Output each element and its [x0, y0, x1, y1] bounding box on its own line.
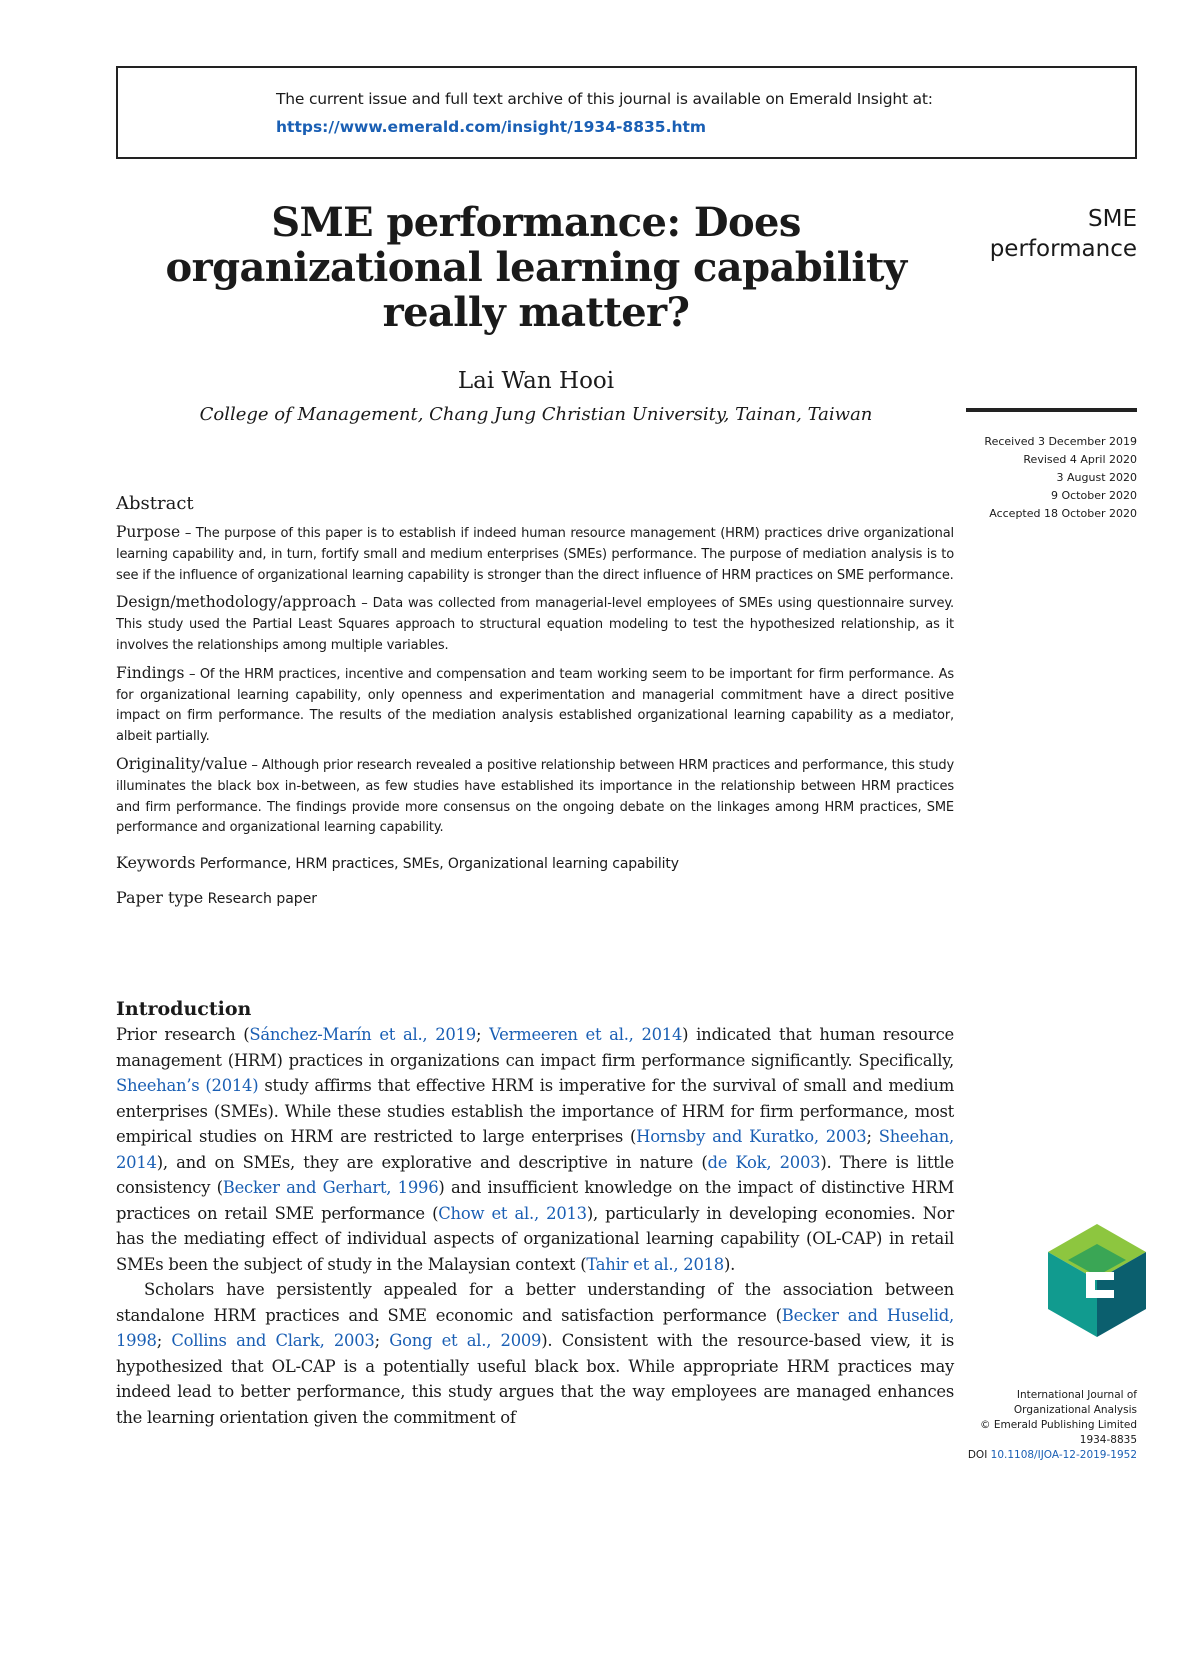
- intro-p2-text: ;: [156, 1331, 172, 1350]
- intro-p1-text: ).: [724, 1254, 736, 1274]
- citation-link[interactable]: Vermeeren et al., 2014: [489, 1025, 683, 1044]
- introduction-paragraph-1: [116, 1022, 954, 1277]
- keywords-text: Performance, HRM practices, SMEs, Organizational learning capability: [195, 856, 679, 873]
- date-revised-3: 9 October 2020: [1050, 489, 1137, 502]
- citation-link[interactable]: Tahir et al., 2018: [586, 1254, 724, 1274]
- citation-link[interactable]: Becker and Huselid, 1998: [116, 1305, 954, 1350]
- introduction-paragraph-2: [116, 1277, 954, 1430]
- author-affiliation: College of Management, Chang Jung Christian University, Tainan, Taiwan: [199, 404, 873, 425]
- date-received: Received 3 December 2019: [984, 435, 1137, 448]
- archive-url-link[interactable]: https://www.emerald.com/insight/1934-8835.htm: [276, 118, 707, 136]
- emerald-logo-icon: [1048, 1224, 1146, 1337]
- intro-p1-text: ) indicated that human resource management (HRM) practices in organizations can impact firm performance significantly. Specifically,: [116, 1025, 955, 1070]
- date-accepted: Accepted 18 October 2020: [989, 507, 1137, 520]
- abstract-heading: Abstract: [116, 493, 194, 514]
- journal-name-line-1: International Journal of: [1016, 1389, 1137, 1401]
- running-head: [990, 204, 1137, 264]
- running-head-line-1: SME: [1088, 206, 1137, 232]
- archive-notice-text: The current issue and full text archive of this journal is available on Emerald Insight at:: [276, 90, 933, 108]
- date-revised-2: 3 August 2020: [1056, 471, 1137, 484]
- citation-link[interactable]: Sánchez-Marín et al., 2019: [249, 1025, 476, 1044]
- intro-p1-text: ). There is little consistency (: [116, 1152, 955, 1197]
- abstract-purpose-label: Purpose: [116, 523, 181, 541]
- abstract-purpose: [116, 522, 954, 586]
- journal-info: [968, 1388, 1137, 1463]
- keywords: [116, 853, 954, 872]
- doi-label: DOI: [967, 1449, 991, 1461]
- citation-link[interactable]: Sheehan, 2014: [116, 1127, 954, 1172]
- abstract-design: [116, 592, 954, 656]
- intro-p2-text: ). Consistent with the resource-based view, it is hypothesized that OL-CAP is a potentially useful black box. While appropriate HRM practices may indeed lead to better performance, this study argues that the way employees are managed enhances the learning orientation given the commitment of: [116, 1331, 955, 1427]
- abstract-design-label: Design/methodology/approach: [116, 593, 357, 612]
- intro-p1-text: ) and insufficient knowledge on the impact of distinctive HRM practices on retail SME performance (: [116, 1178, 954, 1223]
- intro-p1-text: ), particularly in developing economies. Nor has the mediating effect of individual aspects of organizational learning capability (OL-CAP) in retail SMEs been the subject of study in the Malaysian context (: [116, 1203, 955, 1274]
- abstract-findings: [116, 663, 954, 748]
- intro-p1-text: ;: [475, 1025, 490, 1044]
- intro-p1-text: ), and on SMEs, they are explorative and descriptive in nature (: [156, 1152, 708, 1172]
- doi-line: [968, 1448, 1137, 1463]
- abstract-findings-label: Findings: [116, 663, 185, 682]
- title-line-1: SME performance: Does: [271, 199, 801, 246]
- citation-link[interactable]: de Kok, 2003: [707, 1152, 821, 1172]
- journal-name-line-2: Organizational Analysis: [1013, 1404, 1137, 1416]
- author-name: Lai Wan Hooi: [457, 368, 615, 394]
- citation-link[interactable]: Becker and Gerhart, 1996: [222, 1178, 439, 1197]
- citation-link[interactable]: Chow et al., 2013: [438, 1203, 587, 1223]
- intro-p1-text: study affirms that effective HRM is imperative for the survival of small and medium enterprises (SMEs). While these studies establish the importance of HRM for firm performance, most empirical studies on HRM are restricted to large enterprises (: [116, 1076, 954, 1146]
- introduction-heading: Introduction: [116, 998, 252, 1020]
- running-head-line-2: performance: [989, 236, 1137, 262]
- article-dates: [984, 433, 1137, 523]
- title-line-2: organizational learning capability: [165, 244, 907, 291]
- date-revised: Revised 4 April 2020: [1023, 453, 1137, 466]
- abstract-section: [116, 493, 954, 907]
- publisher: © Emerald Publishing Limited: [980, 1419, 1137, 1431]
- introduction-section: [116, 998, 954, 1430]
- archive-notice-box: [116, 66, 1137, 159]
- citation-link[interactable]: Collins and Clark, 2003: [171, 1331, 375, 1350]
- citation-link[interactable]: Gong et al., 2009: [389, 1331, 542, 1350]
- paper-type-text: Research paper: [203, 891, 318, 908]
- running-head-rule: [966, 408, 1137, 412]
- citation-link[interactable]: Sheehan’s (2014): [116, 1076, 259, 1095]
- abstract-originality: [116, 754, 954, 839]
- doi-link[interactable]: 10.1108/IJOA-12-2019-1952: [990, 1449, 1137, 1461]
- intro-p1-text: Prior research (: [116, 1025, 250, 1044]
- citation-link[interactable]: Hornsby and Kuratko, 2003: [636, 1127, 867, 1146]
- intro-p2-text: ;: [374, 1331, 390, 1350]
- abstract-originality-text: – Although prior research revealed a positive relationship between HRM practices and performance, this study illuminates the black box in-between, as few studies have established its importance in the relationship between HRM practices and firm performance. The findings provide more consensus on the ongoing debate on the linkages among HRM practices, SME performance and organizational learning capability.: [116, 757, 954, 836]
- paper-type-label: Paper type: [116, 888, 204, 908]
- abstract-findings-text: – Of the HRM practices, incentive and compensation and team working seem to be important for firm performance. As for organizational learning capability, only openness and experimentation and managerial commitment have a direct positive impact on firm performance. The results of the mediation analysis established organizational learning capability as a mediator, albeit partially.: [116, 666, 954, 745]
- keywords-label: Keywords: [116, 853, 196, 873]
- intro-p2-text: Scholars have persistently appealed for a better understanding of the association between standalone HRM practices and SME economic and satisfaction performance (: [116, 1280, 954, 1325]
- intro-p1-text: ;: [866, 1127, 879, 1146]
- abstract-design-text: – Data was collected from managerial-level employees of SMEs using questionnaire survey. This study used the Partial Least Squares approach to structural equation modeling to test the hypothesized relationship, as it involves the relationships among multiple variables.: [116, 596, 954, 653]
- paper-type: [116, 888, 954, 907]
- paper-title: [116, 200, 956, 335]
- abstract-purpose-text: – The purpose of this paper is to establish if indeed human resource management (HRM) practices drive organizational learning capability and, in turn, fortify small and medium enterprises (SMEs) performance. The purpose of mediation analysis is to see if the influence of organizational learning capability is stronger than the direct influence of HRM practices on SME performance.: [116, 526, 954, 583]
- issn: 1934-8835: [1079, 1434, 1137, 1446]
- title-line-3: really matter?: [382, 289, 690, 336]
- abstract-originality-label: Originality/value: [116, 754, 248, 773]
